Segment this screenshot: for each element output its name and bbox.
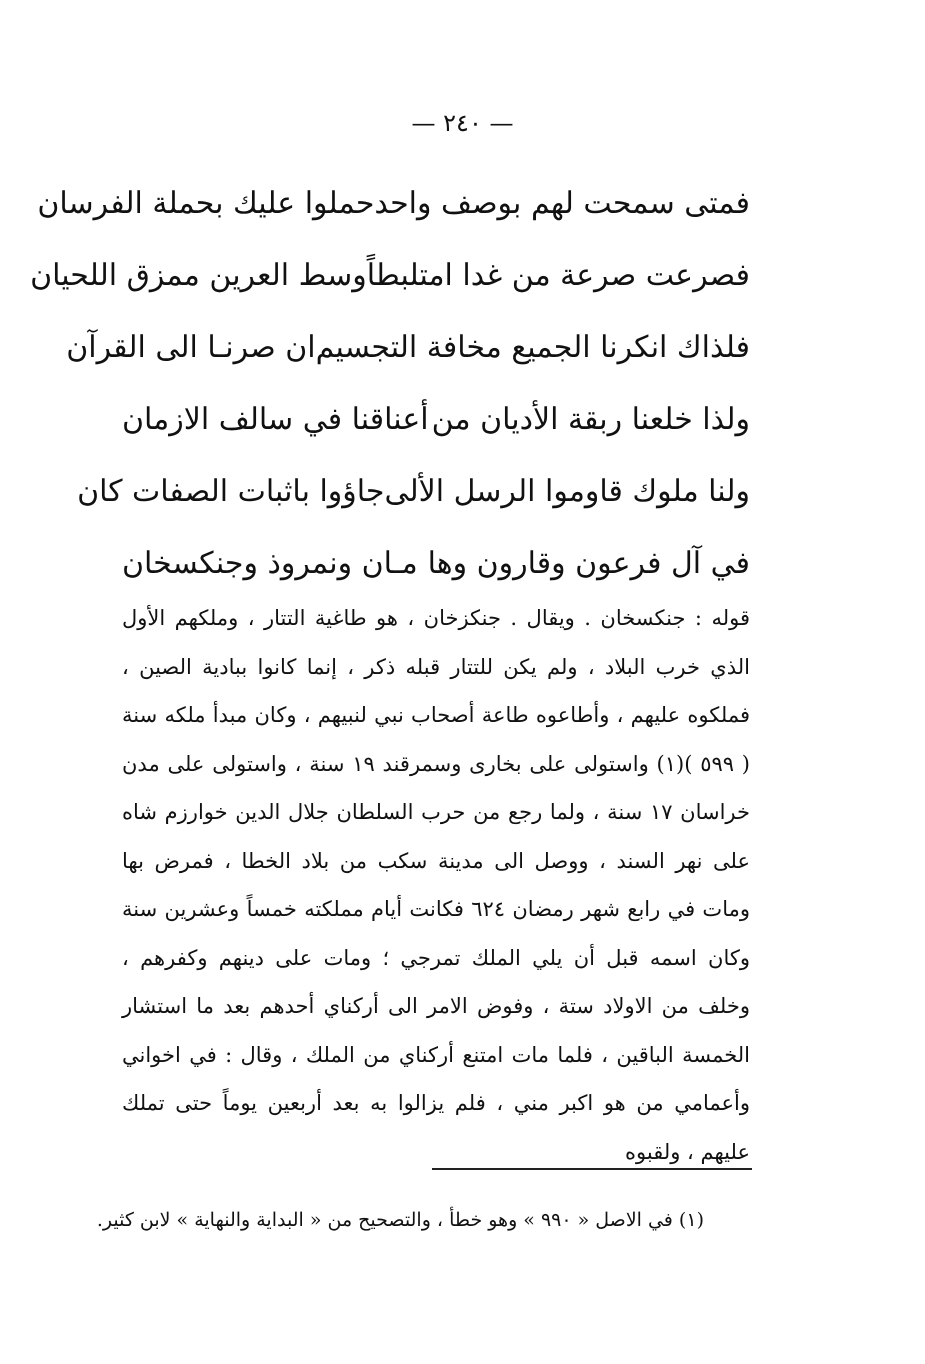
verse-first-hemistich: في آل فرعون وقارون وها [427,546,750,581]
verse-second-hemistich: جاؤوا باثبات الصفات كان [77,474,385,509]
verse-line [66,312,750,384]
verse-second-hemistich: وسط العرين ممزق اللحيان [30,258,367,293]
verse-first-hemistich: فمتى سمحت لهم بوصف واحد [374,186,750,221]
verse-line [122,384,750,456]
verse-second-hemistich: حملوا عليك بحملة الفرسان [37,186,375,221]
verse-line [77,456,750,528]
verse-first-hemistich: فصرعت صرعة من غدا امتلبطاً [366,258,750,293]
commentary-paragraph: قوله : جنكسخان . ويقال . جنكزخان ، هو طاغية التتار ، وملكهم الأول الذي خرب البلاد ، ولم يكن للتتار قبله ذكر ، إنما كانوا ببادية الصين ، فملكوه عليهم ، وأطاعوه طاعة أصحاب نبي لنبيهم ، وكان مبدأ ملكه سنة ( ٥٩٩ )(١) واستولى على بخارى وسمرقند ١٩ سنة ، واستولى على مدن خراسان ١٧ سنة ، ولما رجع من حرب السلطان جلال الدين خوارزم شاه على نهر السند ، ووصل الى مدينة سكب من بلاد الخطا ، فمرض بها ومات في رابع شهر رمضان ٦٢٤ فكانت أيام مملكته خمساً وعشرين سنة وكان اسمه قبل أن يلي الملك تمرجي ؛ ومات على دينهم وكفرهم ، وخلف من الاولاد ستة ، وفوض الامر الى أركناي أحدهم بعد ما استشار الخمسة الباقين ، فلما مات امتنع أركناي من الملك ، وقال : في اخواني وأعمامي من هو اكبر مني ، فلم يزالوا به بعد أربعين يوماً حتى تملك عليهم ، ولقبوه [122,606,751,1164]
verse-second-hemistich: مـان ونمروذ وجنكسخان [122,546,418,581]
verse-line [30,240,750,312]
page-number: — ٢٤٠ — [411,109,514,137]
verse-line [122,528,750,600]
verse-first-hemistich: فلذاك انكرنا الجميع مخافة التجسيم [315,330,750,365]
poem-verses [30,168,750,600]
footnote-divider [432,1168,752,1170]
footnote: (١) في الاصل « ٩٩٠ » وهو خطأ ، والتصحيح من « البداية والنهاية » لابن كثير. [96,1209,704,1231]
verse-second-hemistich: ان صرنـا الى القرآن [66,330,316,365]
verse-line [37,168,750,240]
verse-second-hemistich: أعناقنا في سالف الازمان [122,402,429,437]
verse-first-hemistich: ولنا ملوك قاوموا الرسل الألى [384,474,750,509]
verse-first-hemistich: ولذا خلعنا ربقة الأديان من [431,402,750,437]
